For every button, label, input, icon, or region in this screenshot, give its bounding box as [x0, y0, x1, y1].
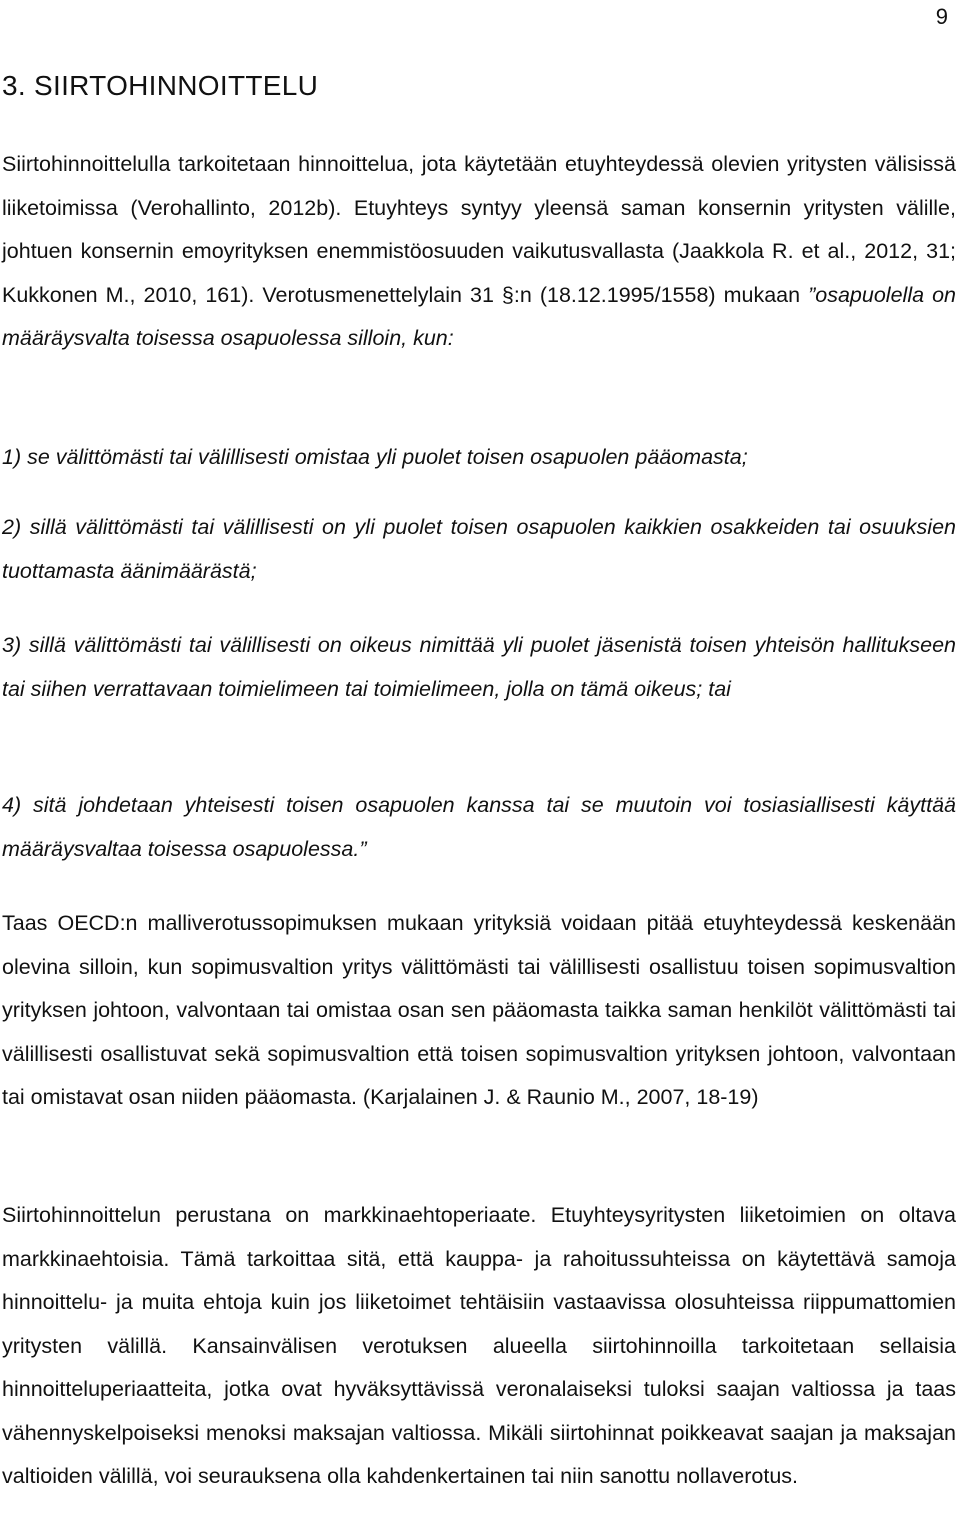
law-list-item-1: 1) se välittömästi tai välillisesti omistaa yli puolet toisen osapuolen pääomasta;	[2, 445, 748, 469]
arms-length-paragraph: Siirtohinnoittelun perustana on markkinaehtoperiaate. Etuyhteysyritysten liiketoimien on oltava markkinaehtoisia. Tämä tarkoittaa sitä, että kauppa- ja rahoitussuhteissa on käytettävä samoja hinnoittelu- ja muita ehtoja kuin jos liiketoimet tehtäisiin vastaavissa olosuhteissa riippumattomien yritysten välillä. Kansainvälisen verotuksen alueella siirtohinnoilla tarkoitetaan sellaisia hinnoitteluperiaatteita, jotka ovat hyväksyttävissä veronalaiseksi tuloksi saajan valtiossa ja taas vähennyskelpoiseksi menoksi maksajan valtiossa. Mikäli siirtohinnat poikkeavat saajan ja maksajan valtioiden välillä, voi seurauksena olla kahdenkertainen tai niin sanottu nollaverotus.	[2, 1203, 956, 1488]
intro-paragraph	[2, 143, 956, 361]
law-list-item-2: 2) sillä välittömästi tai välillisesti on yli puolet toisen osapuolen kaikkien osakkeiden tai osuuksien tuottamasta äänimäärästä;	[2, 515, 956, 583]
law-list-item-3: 3) sillä välittömästi tai välillisesti on oikeus nimittää yli puolet jäsenistä toisen yhteisön hallitukseen tai siihen verrattavaan toimielimeen tai toimielimeen, jolla on tämä oikeus; tai	[2, 633, 956, 701]
law-list-item-4: 4) sitä johdetaan yhteisesti toisen osapuolen kanssa tai se muutoin voi tosiasiallisesti käyttää määräysvaltaa toisessa osapuolessa.”	[2, 793, 956, 861]
oecd-paragraph: Taas OECD:n malliverotussopimuksen mukaan yrityksiä voidaan pitää etuyhteydessä keskenään olevina silloin, kun sopimusvaltion yritys välittömästi tai välillisesti osallistuu toisen sopimusvaltion yrityksen johtoon, valvontaan tai omistaa osan sen pääomasta taikka saman henkilöt välittömästi tai välillisesti osallistuvat sekä sopimusvaltion että toisen sopimusvaltion yrityksen johtoon, valvontaan tai omistavat osan niiden pääomasta. (Karjalainen J. & Raunio M., 2007, 18-19)	[2, 911, 956, 1109]
intro-paragraph-text: Siirtohinnoittelulla tarkoitetaan hinnoittelua, jota käytetään etuyhteydessä olevien yritysten välisissä liiketoimissa (Verohallinto, 2012b). Etuyhteys syntyy yleensä saman konsernin yritysten välille, johtuen konsernin emoyrityksen enemmistöosuuden vaikutusvallasta (Jaakkola R. et al., 2012, 31; Kukkonen M., 2010, 161). Verotusmenettelylain 31 §:n (18.12.1995/1558) mukaan	[2, 152, 956, 307]
section-heading: 3. SIIRTOHINNOITTELU	[2, 70, 319, 101]
law-quote-intro: ”osapuolella on määräysvalta toisessa osapuolessa silloin, kun:	[2, 282, 956, 350]
page-number: 9	[935, 4, 948, 29]
